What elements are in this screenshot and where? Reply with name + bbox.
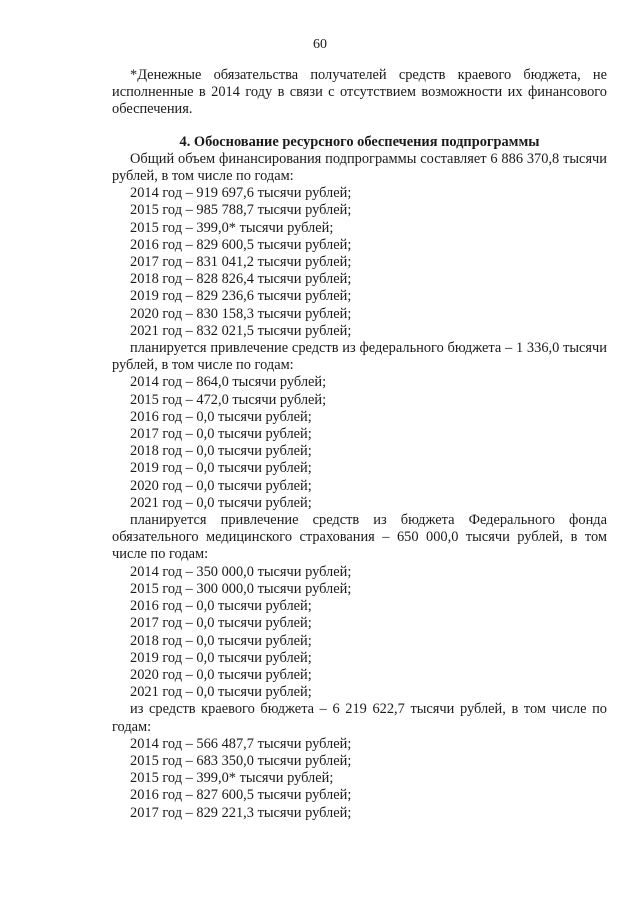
list-item: 2017 год – 0,0 тысячи рублей;	[130, 615, 312, 632]
list-item: 2018 год – 0,0 тысячи рублей;	[130, 632, 312, 649]
document-body	[112, 67, 607, 822]
list-item: 2014 год – 566 487,7 тысячи рублей;	[130, 735, 352, 752]
list-item: 2021 год – 0,0 тысячи рублей;	[130, 494, 312, 511]
list-item: 2019 год – 0,0 тысячи рублей;	[130, 649, 312, 666]
list-item: 2014 год – 919 697,6 тысячи рублей;	[130, 185, 352, 202]
list-item: 2014 год – 864,0 тысячи рублей;	[130, 374, 327, 391]
list-item: 2015 год – 399,0* тысячи рублей;	[130, 219, 334, 236]
federal-budget-years-list	[112, 374, 607, 512]
footnote: *Денежные обязательства получателей средств краевого бюджета, не исполненные в 2014 году в связи с отсутствием возможности их финансового обеспечения.	[112, 67, 607, 118]
list-item: 2019 год – 0,0 тысячи рублей;	[130, 460, 312, 477]
list-item: 2015 год – 985 788,7 тысячи рублей;	[130, 202, 352, 219]
total-funding-intro: Общий объем финансирования подпрограммы составляет 6 886 370,8 тысячи рублей, в том числе по годам:	[112, 150, 607, 185]
oms-fund-intro: планируется привлечение средств из бюджета Федерального фонда обязательного медицинского страхования – 650 000,0 тысячи рублей, в том числе по годам:	[112, 512, 607, 563]
list-item: 2016 год – 827 600,5 тысячи рублей;	[130, 787, 352, 804]
list-item: 2019 год – 829 236,6 тысячи рублей;	[130, 288, 352, 305]
list-item: 2020 год – 0,0 тысячи рублей;	[130, 477, 312, 494]
list-item: 2016 год – 0,0 тысячи рублей;	[130, 598, 312, 615]
section-heading: 4. Обоснование ресурсного обеспечения подпрограммы	[179, 133, 540, 150]
regional-budget-years-list	[112, 736, 607, 822]
list-item: 2015 год – 472,0 тысячи рублей;	[130, 391, 327, 408]
list-item: 2015 год – 683 350,0 тысячи рублей;	[130, 752, 352, 769]
list-item: 2021 год – 832 021,5 тысячи рублей;	[130, 322, 352, 339]
regional-budget-intro: из средств краевого бюджета – 6 219 622,7 тысячи рублей, в том числе по годам:	[112, 701, 607, 735]
list-item: 2020 год – 0,0 тысячи рублей;	[130, 666, 312, 683]
list-item: 2018 год – 828 826,4 тысячи рублей;	[130, 271, 352, 288]
federal-budget-intro: планируется привлечение средств из федерального бюджета – 1 336,0 тысячи рублей, в том числе по годам:	[112, 340, 607, 374]
list-item: 2018 год – 0,0 тысячи рублей;	[130, 443, 312, 460]
list-item: 2017 год – 0,0 тысячи рублей;	[130, 426, 312, 443]
list-item: 2015 год – 300 000,0 тысячи рублей;	[130, 580, 352, 597]
list-item: 2016 год – 0,0 тысячи рублей;	[130, 408, 312, 425]
list-item: 2014 год – 350 000,0 тысячи рублей;	[130, 563, 352, 580]
page-number: 60	[313, 37, 327, 52]
list-item: 2016 год – 829 600,5 тысячи рублей;	[130, 236, 352, 253]
list-item: 2017 год – 829 221,3 тысячи рублей;	[130, 804, 352, 821]
list-item: 2015 год – 399,0* тысячи рублей;	[130, 770, 334, 787]
list-item: 2021 год – 0,0 тысячи рублей;	[130, 684, 312, 701]
oms-fund-years-list	[112, 564, 607, 702]
total-funding-years-list	[112, 185, 607, 340]
list-item: 2020 год – 830 158,3 тысячи рублей;	[130, 305, 352, 322]
list-item: 2017 год – 831 041,2 тысячи рублей;	[130, 254, 352, 271]
